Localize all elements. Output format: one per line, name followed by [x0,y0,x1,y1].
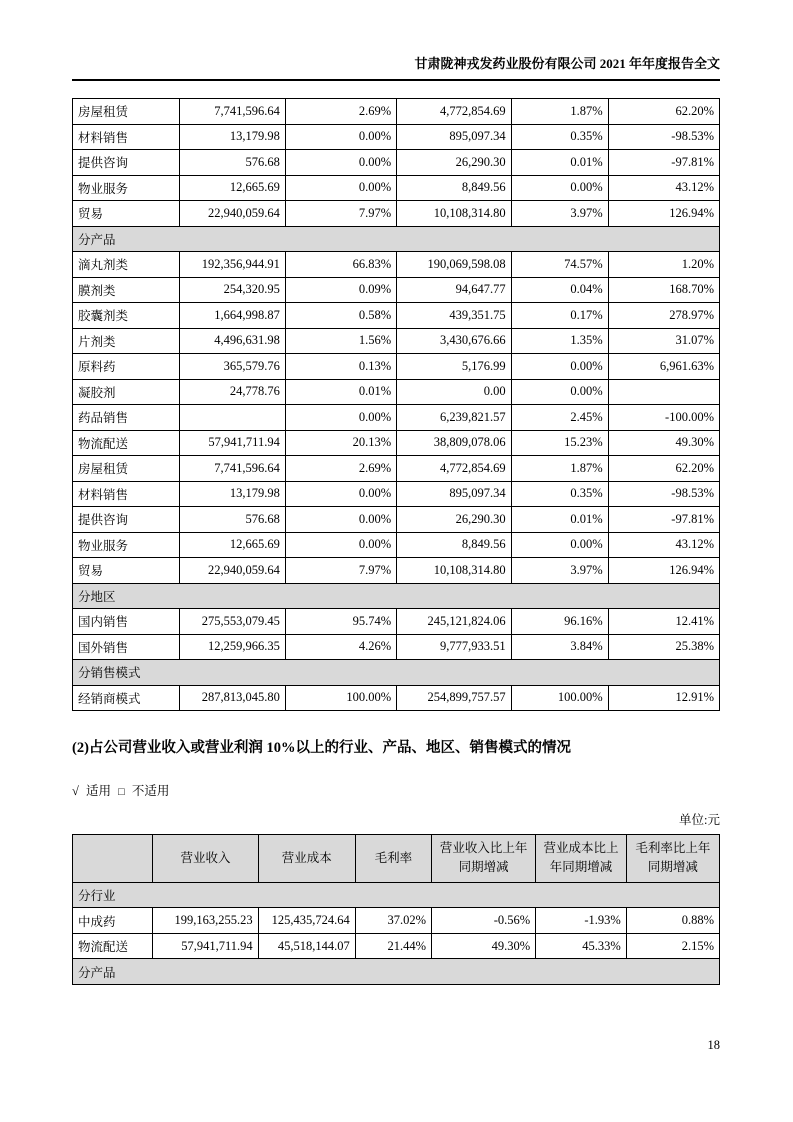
column-header: 毛利率比上年同期增减 [626,834,719,882]
cell-value: 6,239,821.57 [397,405,512,431]
section-row-label: 分销售模式 [73,660,720,686]
cell-value: 62.20% [608,456,719,482]
table-row [73,507,720,533]
cell-value: 21.44% [355,933,431,959]
table-row [73,201,720,227]
cell-value: 576.68 [180,507,285,533]
row-label: 房屋租赁 [73,99,180,125]
cell-value: -97.81% [608,150,719,176]
table-row [73,124,720,150]
section-row-label: 分地区 [73,583,720,609]
cell-value: 1.87% [511,456,608,482]
cell-value: 895,097.34 [397,124,512,150]
table-row [73,685,720,711]
cell-value: 37.02% [355,908,431,934]
cell-value: 0.00% [285,405,396,431]
cell-value: 45.33% [536,933,627,959]
section-row [73,882,720,908]
cell-value [180,405,285,431]
cell-value: 25.38% [608,634,719,660]
cell-value: 1.35% [511,328,608,354]
cell-value: 4,772,854.69 [397,99,512,125]
table-row [73,277,720,303]
cell-value: 12,665.69 [180,175,285,201]
report-page-content [72,0,720,985]
table-row [73,558,720,584]
cell-value: 439,351.75 [397,303,512,329]
cell-value: 254,899,757.57 [397,685,512,711]
cell-value: 7,741,596.64 [180,456,285,482]
cell-value: -98.53% [608,124,719,150]
cell-value: -0.56% [432,908,536,934]
cell-value: 245,121,824.06 [397,609,512,635]
cell-value: 4.26% [285,634,396,660]
cell-value: 0.09% [285,277,396,303]
section-row-label: 分产品 [73,959,720,985]
page-number: 18 [707,1038,720,1052]
cell-value: 576.68 [180,150,285,176]
cell-value: 0.00% [511,532,608,558]
cell-value: 12.91% [608,685,719,711]
section-heading: (2)占公司营业收入或营业利润 10%以上的行业、产品、地区、销售模式的情况 [72,740,572,756]
section-row [73,660,720,686]
cell-value: 0.00% [511,175,608,201]
cell-value: 0.00% [285,124,396,150]
cell-value: 96.16% [511,609,608,635]
row-label: 物流配送 [73,933,153,959]
table-row [73,609,720,635]
cell-value: -1.93% [536,908,627,934]
cell-value: 12,665.69 [180,532,285,558]
row-label: 国外销售 [73,634,180,660]
table-row [73,481,720,507]
cell-value: 199,163,255.23 [153,908,258,934]
cell-value: 0.58% [285,303,396,329]
cell-value: 7,741,596.64 [180,99,285,125]
cell-value: 10,108,314.80 [397,558,512,584]
row-label: 材料销售 [73,124,180,150]
table-row [73,328,720,354]
column-header: 营业成本比上年同期增减 [536,834,627,882]
cell-value: 2.15% [626,933,719,959]
table-row [73,252,720,278]
cell-value: -98.53% [608,481,719,507]
checkbox-icon: □ [118,785,125,798]
table-row [73,99,720,125]
cell-value: 49.30% [608,430,719,456]
industry-product-revenue-table [72,834,720,985]
row-label: 经销商模式 [73,685,180,711]
row-label: 中成药 [73,908,153,934]
table-row [73,354,720,380]
table-row [73,175,720,201]
row-label: 材料销售 [73,481,180,507]
table-row [73,430,720,456]
cell-value: 2.45% [511,405,608,431]
cell-value: 3.97% [511,201,608,227]
cell-value: 57,941,711.94 [153,933,258,959]
cell-value: 49.30% [432,933,536,959]
report-title: 甘肃陇神戎发药业股份有限公司 2021 年年度报告全文 [414,56,720,71]
cell-value: 0.35% [511,124,608,150]
cell-value: 168.70% [608,277,719,303]
cell-value: 4,772,854.69 [397,456,512,482]
cell-value: 0.00 [397,379,512,405]
cell-value: 8,849.56 [397,532,512,558]
cell-value: 13,179.98 [180,124,285,150]
cell-value: 1.87% [511,99,608,125]
cell-value: 0.00% [285,150,396,176]
table-row [73,908,720,934]
cell-value: 0.00% [285,532,396,558]
cell-value: 0.01% [511,150,608,176]
section-row [73,226,720,252]
cell-value: 275,553,079.45 [180,609,285,635]
cell-value: 278.97% [608,303,719,329]
column-header: 营业成本 [258,834,355,882]
cell-value: 15.23% [511,430,608,456]
cell-value: 0.01% [511,507,608,533]
cell-value: 43.12% [608,175,719,201]
cell-value: 74.57% [511,252,608,278]
row-label: 物业服务 [73,175,180,201]
cell-value: 365,579.76 [180,354,285,380]
column-header: 营业收入 [153,834,258,882]
cell-value: 192,356,944.91 [180,252,285,278]
cell-value: 0.00% [511,379,608,405]
cell-value: 3.97% [511,558,608,584]
cell-value: 254,320.95 [180,277,285,303]
table-row [73,379,720,405]
cell-value: 126.94% [608,558,719,584]
row-label: 凝胶剂 [73,379,180,405]
cell-value: 0.00% [511,354,608,380]
section-row [73,583,720,609]
cell-value: 895,097.34 [397,481,512,507]
cell-value: 0.00% [285,175,396,201]
industry-product-table-body [73,882,720,984]
row-label: 贸易 [73,558,180,584]
cell-value: 20.13% [285,430,396,456]
cell-value: 0.04% [511,277,608,303]
cell-value: 125,435,724.64 [258,908,355,934]
row-label: 片剂类 [73,328,180,354]
row-label: 滴丸剂类 [73,252,180,278]
table-row [73,532,720,558]
row-label: 胶囊剂类 [73,303,180,329]
cell-value: 66.83% [285,252,396,278]
cell-value: 126.94% [608,201,719,227]
cell-value: 57,941,711.94 [180,430,285,456]
row-label: 提供咨询 [73,150,180,176]
table-header-row [73,834,720,882]
cell-value: 7.97% [285,201,396,227]
section-row-label: 分行业 [73,882,720,908]
row-label: 原料药 [73,354,180,380]
row-label: 膜剂类 [73,277,180,303]
cell-value: 287,813,045.80 [180,685,285,711]
cell-value: 0.17% [511,303,608,329]
cell-value: 0.00% [285,507,396,533]
table-row [73,634,720,660]
cell-value: 26,290.30 [397,507,512,533]
row-label: 贸易 [73,201,180,227]
cell-value: 3,430,676.66 [397,328,512,354]
cell-value: 7.97% [285,558,396,584]
cell-value: 0.88% [626,908,719,934]
cell-value [608,379,719,405]
cell-value: 95.74% [285,609,396,635]
applicable-label: 适用 [86,783,112,798]
cell-value: 6,961.63% [608,354,719,380]
cell-value: 100.00% [285,685,396,711]
cell-value: 2.69% [285,99,396,125]
cell-value: 8,849.56 [397,175,512,201]
column-header: 毛利率 [355,834,431,882]
cell-value: 9,777,933.51 [397,634,512,660]
cell-value: 43.12% [608,532,719,558]
column-header [73,834,153,882]
column-header: 营业收入比上年同期增减 [432,834,536,882]
not-applicable-label: 不适用 [131,783,170,798]
cell-value: -100.00% [608,405,719,431]
cell-value: 0.01% [285,379,396,405]
row-label: 物流配送 [73,430,180,456]
industry-product-table-header [73,834,720,882]
row-label: 房屋租赁 [73,456,180,482]
section-row [73,959,720,985]
cell-value: 22,940,059.64 [180,558,285,584]
unit-label: 单位:元 [679,812,720,827]
revenue-breakdown-table-body [73,99,720,711]
cell-value: 12,259,966.35 [180,634,285,660]
cell-value: 31.07% [608,328,719,354]
cell-value: 62.20% [608,99,719,125]
section-row-label: 分产品 [73,226,720,252]
cell-value: 4,496,631.98 [180,328,285,354]
cell-value: 38,809,078.06 [397,430,512,456]
cell-value: 1.56% [285,328,396,354]
cell-value: 45,518,144.07 [258,933,355,959]
table-row [73,150,720,176]
cell-value: 22,940,059.64 [180,201,285,227]
cell-value: 2.69% [285,456,396,482]
cell-value: 26,290.30 [397,150,512,176]
cell-value: 1,664,998.87 [180,303,285,329]
cell-value: 94,647.77 [397,277,512,303]
cell-value: 100.00% [511,685,608,711]
cell-value: 10,108,314.80 [397,201,512,227]
row-label: 提供咨询 [73,507,180,533]
cell-value: 13,179.98 [180,481,285,507]
cell-value: 0.35% [511,481,608,507]
cell-value: 0.00% [285,481,396,507]
cell-value: 1.20% [608,252,719,278]
row-label: 国内销售 [73,609,180,635]
table-row [73,303,720,329]
table-row [73,933,720,959]
cell-value: 190,069,598.08 [397,252,512,278]
row-label: 物业服务 [73,532,180,558]
cell-value: 12.41% [608,609,719,635]
cell-value: 3.84% [511,634,608,660]
revenue-breakdown-table [72,98,720,711]
row-label: 药品销售 [73,405,180,431]
applicable-line [72,781,720,799]
page-header [72,0,720,81]
table-row [73,456,720,482]
cell-value: 0.13% [285,354,396,380]
cell-value: 24,778.76 [180,379,285,405]
cell-value: 5,176.99 [397,354,512,380]
table-row [73,405,720,431]
cell-value: -97.81% [608,507,719,533]
check-mark-icon: √ [72,783,79,798]
